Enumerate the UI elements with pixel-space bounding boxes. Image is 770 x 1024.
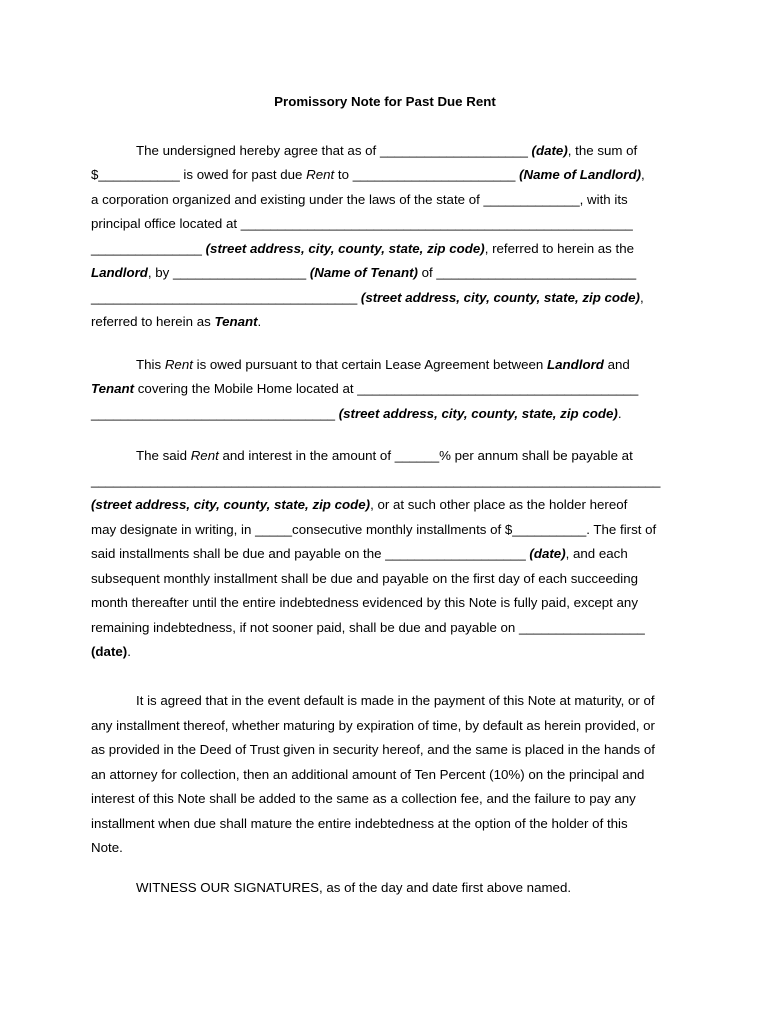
paragraph-3-line-2: _____________________________________________________________________________	[91, 473, 661, 488]
paragraph-4-line-1: It is agreed that in the event default is made in the payment of this Note at maturity, or of	[136, 693, 655, 708]
paragraph-2-line-1: This Rent is owed pursuant to that certain Lease Agreement between Landlord and	[136, 357, 630, 372]
document-title: Promissory Note for Past Due Rent	[274, 94, 496, 109]
paragraph-1-line-4: principal office located at _____________________________________________________	[91, 216, 633, 231]
paragraph-3-line-1: The said Rent and interest in the amount of ______% per annum shall be payable at	[136, 448, 633, 463]
paragraph-3-line-8: remaining indebtedness, if not sooner paid, shall be due and payable on _________________	[91, 620, 645, 635]
paragraph-2-line-2: Tenant covering the Mobile Home located at ______________________________________	[91, 381, 639, 396]
paragraph-3-line-3: (street address, city, county, state, zip code), or at such other place as the holder hereof	[91, 497, 628, 512]
paragraph-1-line-1: The undersigned hereby agree that as of ____________________ (date), the sum of	[136, 143, 638, 158]
paragraph-1-line-2: $___________ is owed for past due Rent to ______________________ (Name of Landlord),	[91, 167, 645, 182]
paragraph-1-line-3: a corporation organized and existing under the laws of the state of _____________, with its	[91, 192, 628, 207]
paragraph-4-line-7: Note.	[91, 840, 123, 855]
paragraph-3-line-6: subsequent monthly installment shall be due and payable on the first day of each succeeding	[91, 571, 639, 586]
paragraph-4-line-5: interest of this Note shall be added to the same as a collection fee, and the failure to pay any	[91, 791, 636, 806]
paragraph-1-line-7: ____________________________________ (street address, city, county, state, zip code),	[91, 290, 644, 305]
paragraph-1-line-5: _______________ (street address, city, county, state, zip code), referred to herein as the	[91, 241, 635, 256]
paragraph-1-line-6: Landlord, by __________________ (Name of Tenant) of ___________________________	[91, 265, 637, 280]
paragraph-2-line-3: _________________________________ (street address, city, county, state, zip code).	[91, 406, 622, 421]
witness-line: WITNESS OUR SIGNATURES, as of the day and date first above named.	[136, 880, 572, 895]
paragraph-3-line-4: may designate in writing, in _____consecutive monthly installments of $__________. The first of	[91, 522, 657, 537]
paragraph-4-line-6: installment when due shall mature the entire indebtedness at the option of the holder of this	[91, 816, 628, 831]
paragraph-4-line-4: an attorney for collection, then an additional amount of Ten Percent (10%) on the principal and	[91, 767, 645, 782]
paragraph-3-line-5: said installments shall be due and payable on the ___________________ (date), and each	[91, 546, 628, 561]
paragraph-3-line-7: month thereafter until the entire indebtedness evidenced by this Note is fully paid, except any	[91, 595, 638, 610]
paragraph-1-line-8: referred to herein as Tenant.	[91, 314, 262, 329]
paragraph-4-line-2: any installment thereof, whether maturing by expiration of time, by default as herein provided, or	[91, 718, 655, 733]
paragraph-3-line-9: (date).	[91, 644, 131, 659]
paragraph-4-line-3: as provided in the Deed of Trust given in security hereof, and the same is placed in the hands of	[91, 742, 655, 757]
